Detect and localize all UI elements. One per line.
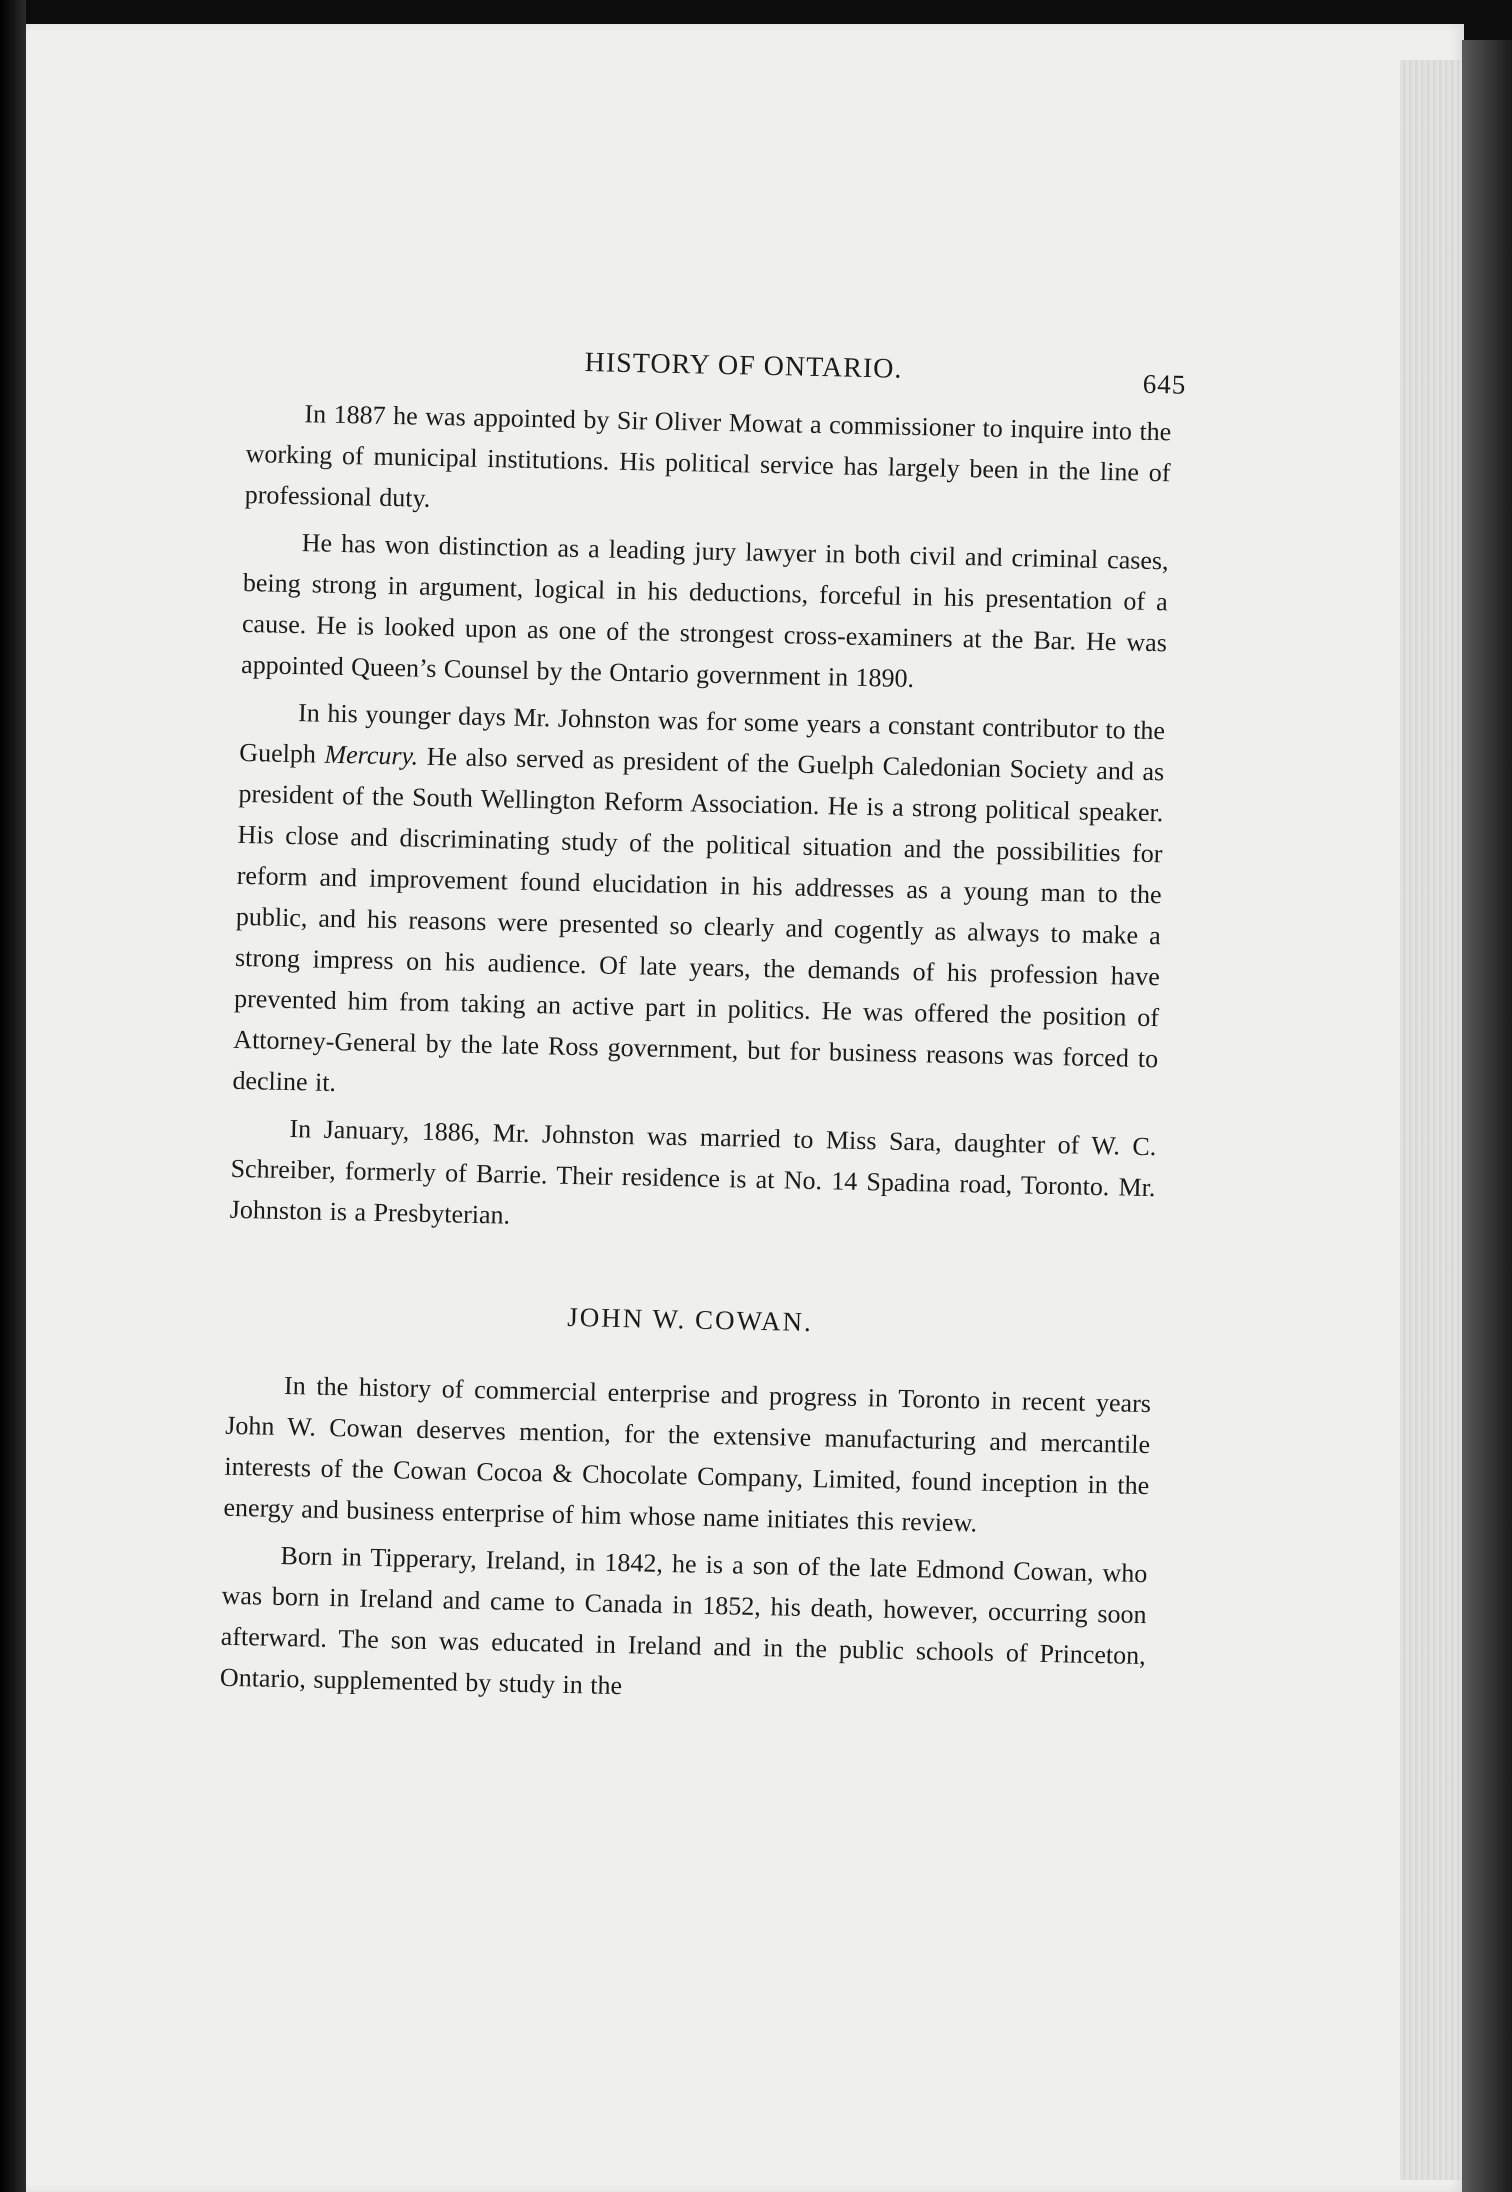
running-title: HISTORY OF ONTARIO. [584,347,903,385]
page-edges [1400,60,1460,2180]
paragraph-text: In his younger days Mr. Johnston was for some years a constant contributor to the Guelph [239,698,1166,769]
page-number: 645 [1142,368,1187,400]
paragraph: He has won distinction as a leading jury lawyer in both civil and criminal cases, being strong in argument, logical in his deductions, forceful in his presentation of a cause. He is looked upon as one of the strongest cross-examiners at the Bar. He was appointed Queen’s Counsel by the Ontario government in 1890. [240,528,1169,694]
newspaper-title: Mercury. [324,739,419,771]
paragraph-text: He also served as president of the Guelph Caledonian Society and as president of the South Wellington Reform Association. He is a strong political speaker. His close and discriminating study of the political situation and the possibilities for reform and improvement found elucidation in his addresses as a young man to the public, and his reasons were presented so clearly and cogently as always to make a strong impress on his audience. Of late years, the demands of his profession have prevented him from taking an active part in politics. He was offered the position of Attorney-General by the late Ross government, but for business reasons was forced to decline it. [232,741,1165,1098]
page-text [219,340,1187,1717]
paragraph [232,691,1165,1120]
section-title: JOHN W. COWAN. [567,1301,814,1338]
paragraph: In 1887 he was appointed by Sir Oliver Mowat a commissioner to inquire into the working of municipal institutions. His political service has largely been in the line of professional duty. [244,399,1172,513]
binding-shadow [0,0,26,2192]
book-edge-shadow [1462,40,1512,2192]
paragraph: In the history of commercial enterprise and progress in Toronto in recent years John W. Cowan deserves mention, for the extensive manufacturing and mercantile interests of the Cowan Cocoa & Chocolate Company, Limited, found inception in the energy and business enterprise of him whose name initiates this review. [223,1370,1152,1538]
paragraph: In January, 1886, Mr. Johnston was married to Miss Sara, daughter of W. C. Schreiber, formerly of Barrie. Their residence is at No. 14 Spadina road, Toronto. Mr. Johnston is a Presbyterian. [229,1114,1157,1230]
paragraph: Born in Tipperary, Ireland, in 1842, he is a son of the late Edmond Cowan, who was born in Ireland and came to Canada in 1852, his death, however, occurring soon afterward. The son was educated in Ireland and in the public schools of Princeton, Ontario, supplemented by study in the [219,1540,1148,1701]
